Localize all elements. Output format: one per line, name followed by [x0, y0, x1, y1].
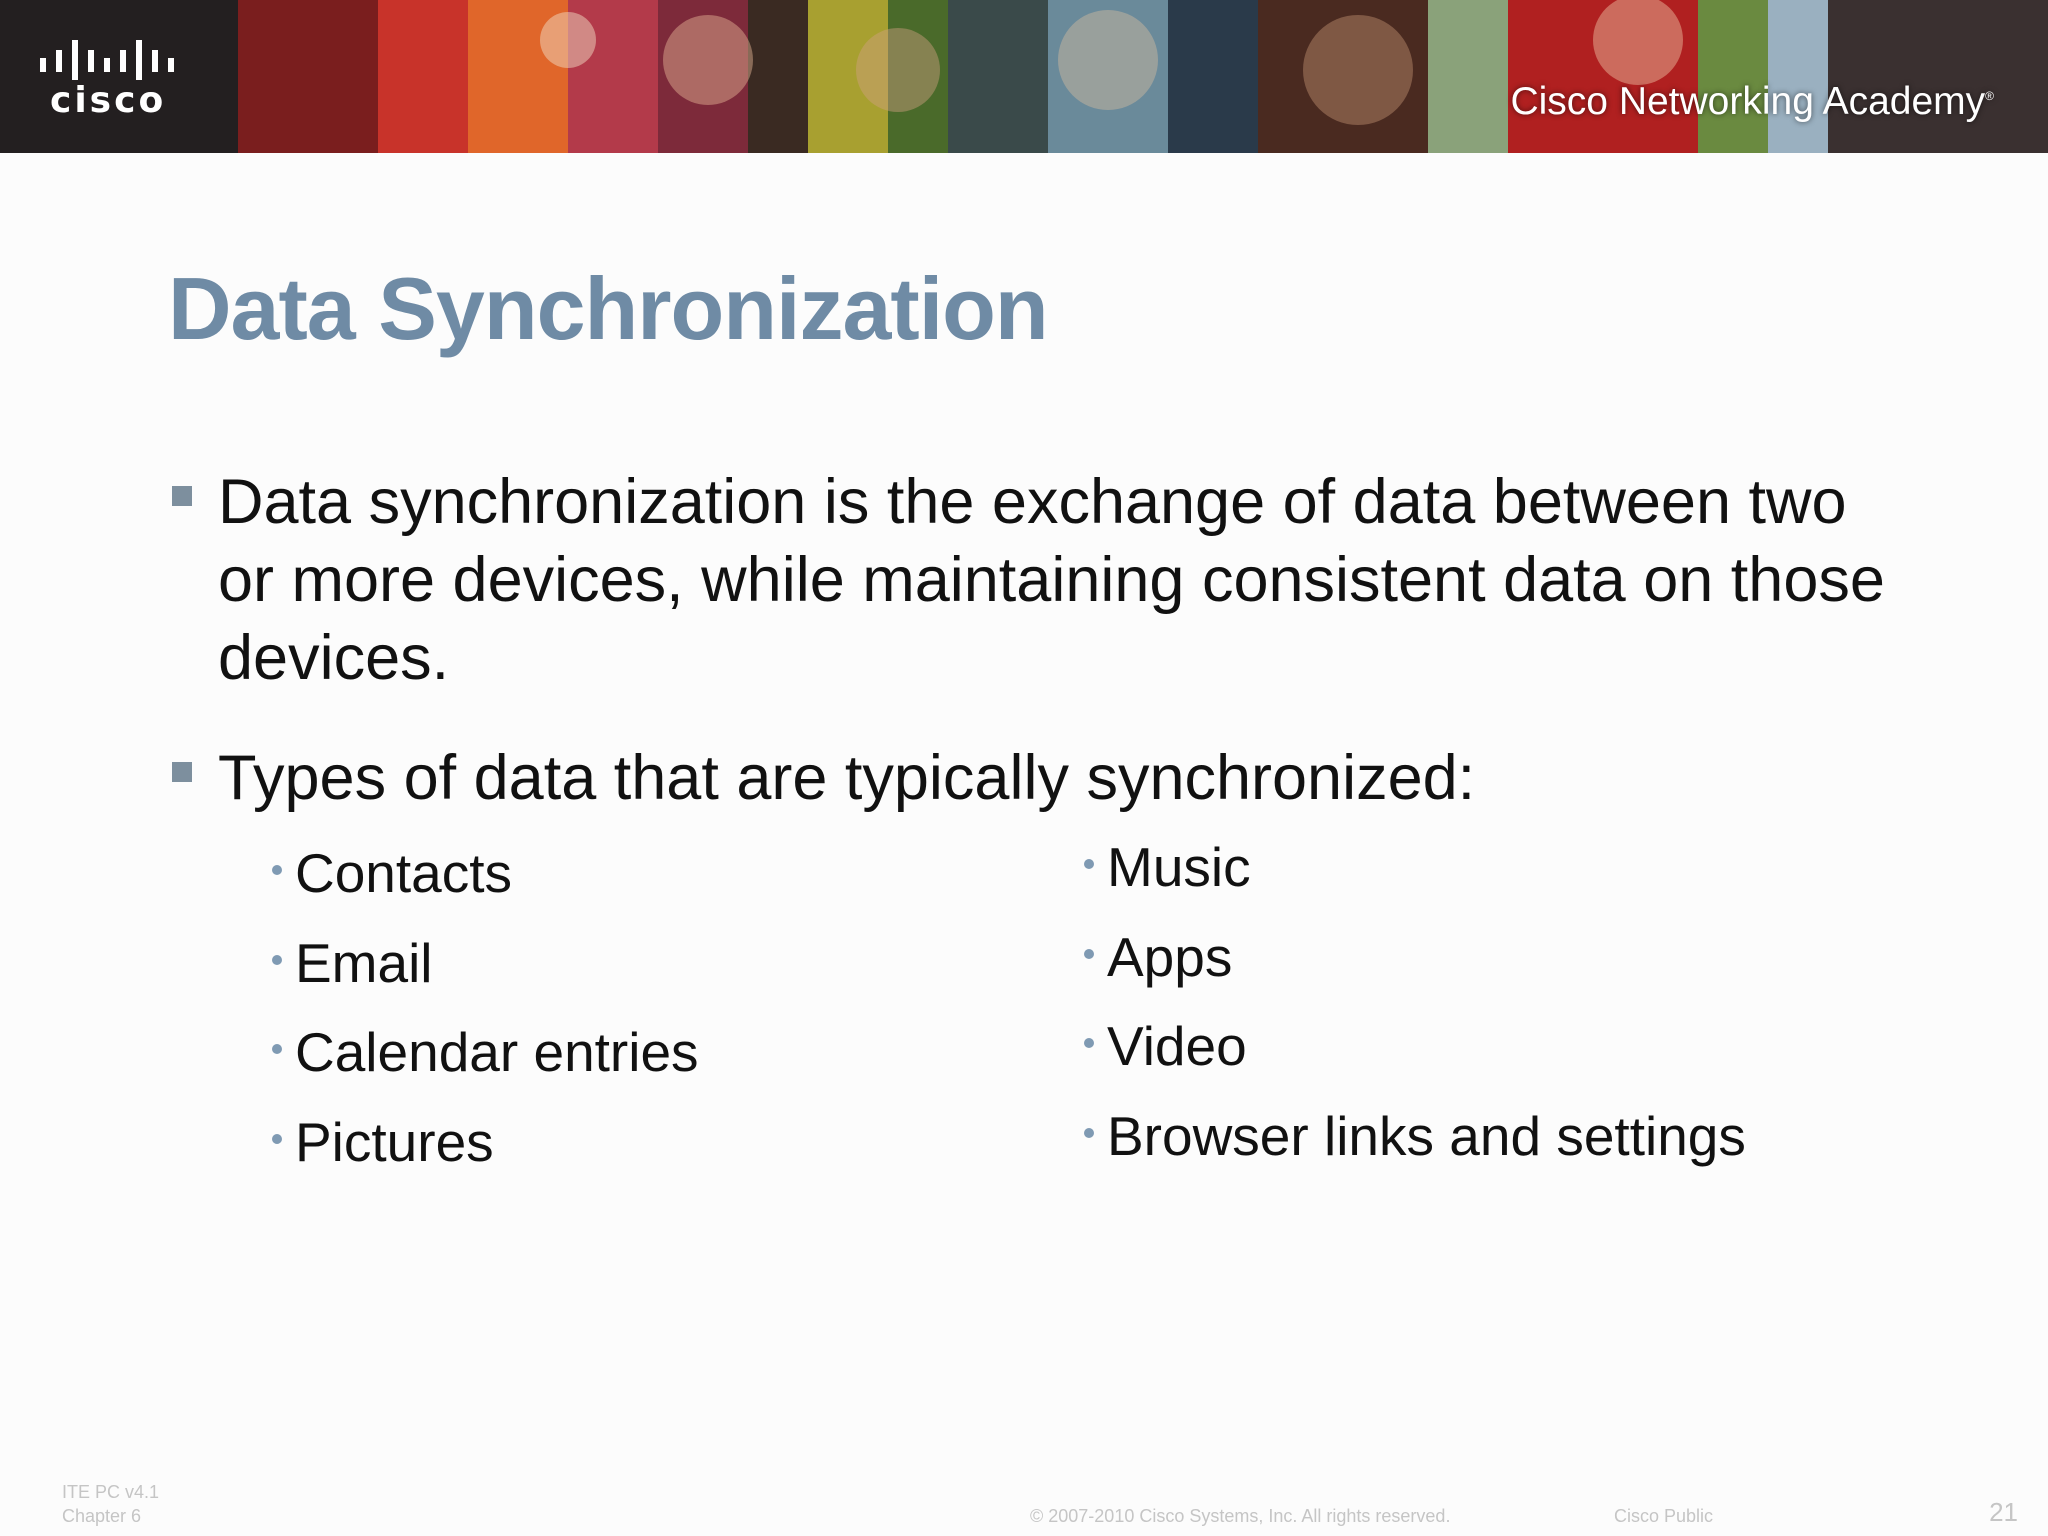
sub-bullet-dot-icon — [1084, 859, 1094, 869]
list-item: Contacts — [295, 842, 513, 904]
banner-photo-collage — [238, 0, 2048, 153]
bullet-definition: Data synchronization is the exchange of data between two or more devices, while maintaining consistent data on those devices. — [218, 467, 1885, 693]
list-item: Browser links and settings — [1107, 1105, 1746, 1167]
footer-chapter: Chapter 6 — [62, 1506, 142, 1526]
list-item: Email — [295, 932, 433, 994]
sub-bullet-dot-icon — [1084, 1128, 1094, 1138]
list-item: Music — [1107, 836, 1251, 898]
list-item: Pictures — [295, 1111, 494, 1173]
cisco-bridge-icon — [38, 40, 183, 80]
list-item: Apps — [1107, 926, 1233, 988]
networking-academy-wordmark: Cisco Networking Academy® — [1510, 80, 1994, 123]
sub-bullet-dot-icon — [272, 1044, 282, 1054]
sub-bullet-dot-icon — [1084, 1038, 1094, 1048]
cisco-wordmark: cisco — [50, 80, 167, 121]
slide-title: Data Synchronization — [168, 259, 1048, 358]
footer-classification: Cisco Public — [1614, 1506, 1714, 1526]
footer-copyright: © 2007-2010 Cisco Systems, Inc. All rights reserved. — [1030, 1506, 1451, 1526]
bullet-square-icon — [172, 486, 192, 506]
sub-bullet-dot-icon — [272, 955, 282, 965]
sub-bullet-dot-icon — [1084, 949, 1094, 959]
list-item: Video — [1107, 1015, 1247, 1077]
bullet-square-icon — [172, 762, 192, 782]
page-number: 21 — [1989, 1497, 2018, 1527]
bullet-types-heading: Types of data that are typically synchronized: — [218, 743, 1476, 813]
footer-course: ITE PC v4.1 — [62, 1482, 160, 1502]
cisco-logo — [0, 0, 238, 153]
list-item: Calendar entries — [295, 1021, 699, 1083]
sub-bullet-dot-icon — [272, 1134, 282, 1144]
header-banner — [0, 0, 2048, 153]
sub-bullet-dot-icon — [272, 865, 282, 875]
